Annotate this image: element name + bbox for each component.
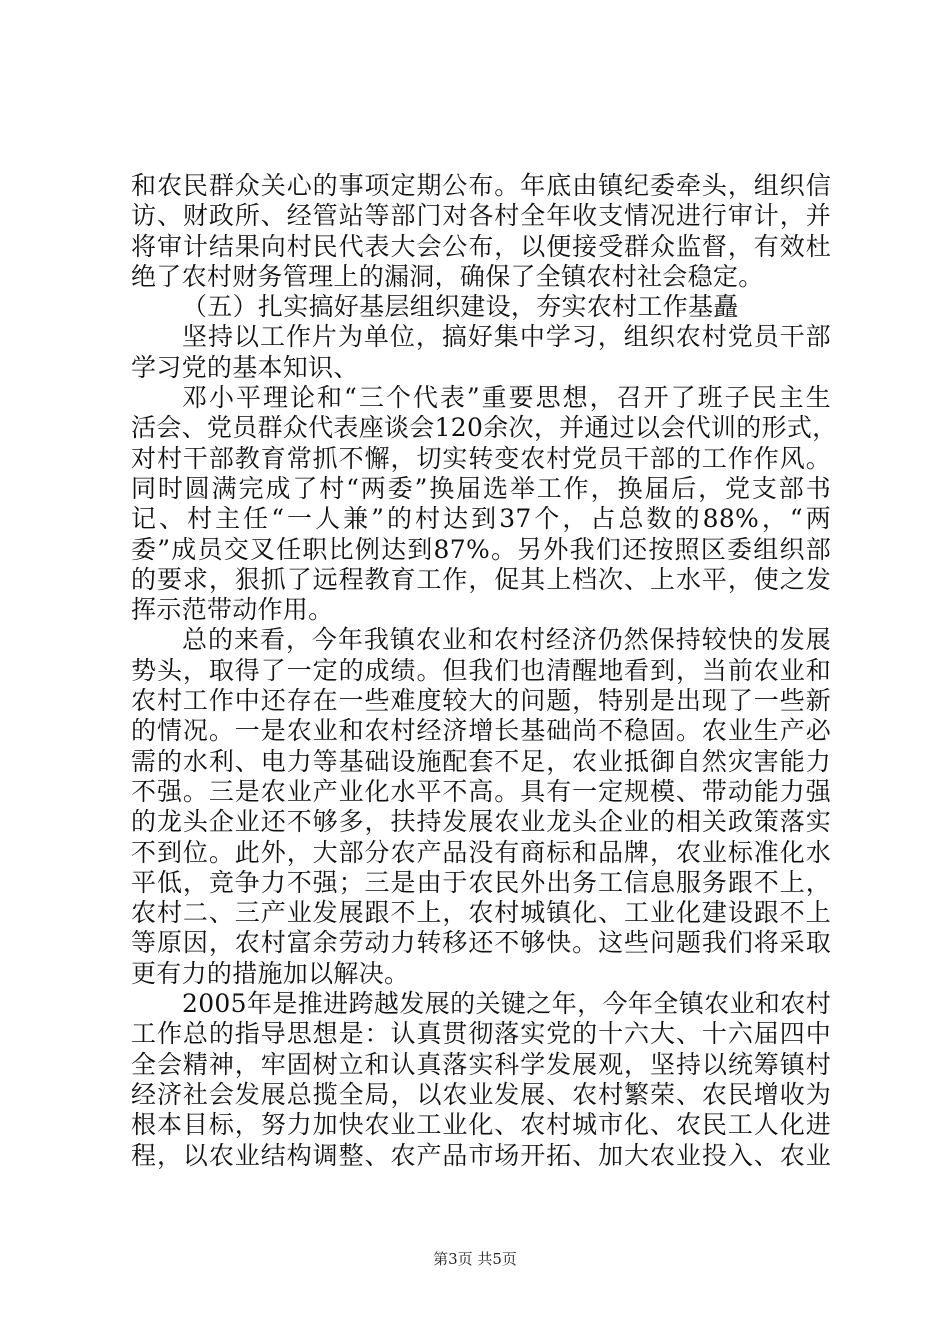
text-line: 总的来看，今年我镇农业和农村经济仍然保持较快的发展	[182, 625, 831, 655]
text-line: 将审计结果向村民代表大会公布，以便接受群众监督，有效杜	[131, 231, 831, 261]
text-line: 需的水利、电力等基础设施配套不足，农业抵御自然灾害能力	[131, 746, 831, 776]
text-line: 2005年是推进跨越发展的关键之年，今年全镇农业和农村	[182, 989, 831, 1019]
text-line: 的要求，狠抓了远程教育工作，促其上档次、上水平，使之发	[131, 564, 831, 594]
text-line: 根本目标，努力加快农业工业化、农村城市化、农民工人化进	[131, 1110, 831, 1140]
text-line: 访、财政所、经管站等部门对各村全年收支情况进行审计，并	[131, 201, 831, 231]
text-line: 农村二、三产业发展跟不上，农村城镇化、工业化建设跟不上	[131, 898, 831, 928]
text-line: 的龙头企业还不够多，扶持发展农业龙头企业的相关政策落实	[131, 807, 831, 837]
document-body	[131, 171, 838, 1171]
text-line: 农村工作中还存在一些难度较大的问题，特别是出现了一些新	[131, 686, 831, 716]
text-line: 学习党的基本知识、	[131, 352, 359, 382]
text-line: 坚持以工作片为单位，搞好集中学习，组织农村党员干部	[182, 322, 831, 352]
text-line: 同时圆满完成了村“两委”换届选举工作，换届后，党支部书	[131, 473, 831, 503]
text-line: 工作总的指导思想是：认真贯彻落实党的十六大、十六届四中	[131, 1019, 831, 1049]
text-line: 程，以农业结构调整、农产品市场开拓、加大农业投入、农业	[131, 1140, 831, 1170]
text-line: 记、村主任“一人兼”的村达到37个，占总数的88%，“两	[131, 504, 831, 534]
text-line: 势头，取得了一定的成绩。但我们也清醒地看到，当前农业和	[131, 655, 831, 685]
page-footer: 第3页 共5页	[433, 1250, 517, 1268]
text-line: 委”成员交叉任职比例达到87%。另外我们还按照区委组织部	[131, 534, 831, 564]
text-line: 绝了农村财务管理上的漏洞，确保了全镇农村社会稳定。	[131, 261, 764, 291]
text-line: 和农民群众关心的事项定期公布。年底由镇纪委牵头，组织信	[131, 171, 831, 200]
text-line: 更有力的措施加以解决。	[131, 958, 410, 988]
text-line: 挥示范带动作用。	[131, 595, 334, 625]
text-line: 全会精神，牢固树立和认真落实科学发展观，坚持以统筹镇村	[131, 1049, 831, 1079]
text-line: 邓小平理论和“三个代表”重要思想，召开了班子民主生	[182, 383, 831, 413]
text-line: 经济社会发展总揽全局，以农业发展、农村繁荣、农民增收为	[131, 1079, 831, 1109]
section-heading: （五）扎实搞好基层组织建设，夯实农村工作基矗	[182, 292, 739, 322]
text-line: 不到位。此外，大部分农产品没有商标和品牌，农业标准化水	[131, 837, 831, 867]
text-line: 平低，竞争力不强；三是由于农民外出务工信息服务跟不上，	[131, 867, 831, 897]
text-line: 对村干部教育常抓不懈，切实转变农村党员干部的工作作风。	[131, 443, 831, 473]
text-line: 的情况。一是农业和农村经济增长基础尚不稳固。农业生产必	[131, 716, 831, 746]
text-line: 活会、党员群众代表座谈会120余次，并通过以会代训的形式，	[131, 413, 838, 443]
text-line: 不强。三是农业产业化水平不高。具有一定规模、带动能力强	[131, 776, 831, 806]
text-line: 等原因，农村富余劳动力转移还不够快。这些问题我们将采取	[131, 928, 831, 958]
